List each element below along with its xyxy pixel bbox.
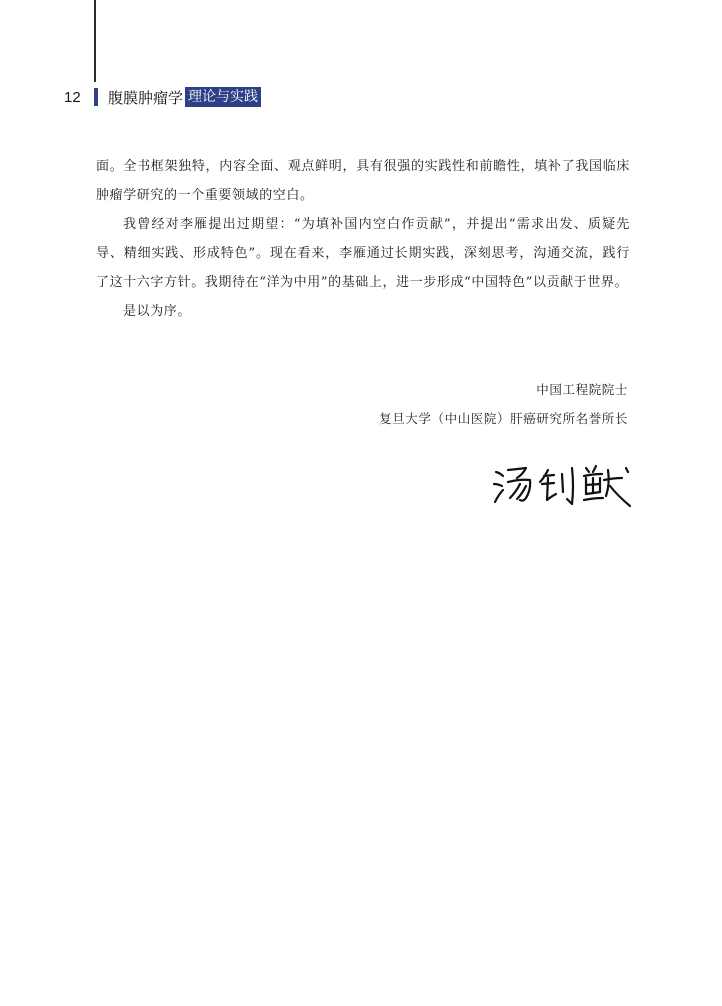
- signoff-affiliation: 复旦大学（中山医院）肝癌研究所名誉所长: [379, 411, 628, 426]
- running-header: [64, 86, 261, 108]
- paragraph-continued: 面。全书框架独特，内容全面、观点鲜明，具有很强的实践性和前瞻性，填补了我国临床肿瘤学研究的一个重要领域的空白。: [96, 159, 630, 203]
- header-vertical-rule: [94, 0, 96, 82]
- signoff-title: 中国工程院院士: [536, 382, 628, 397]
- book-subtitle: 理论与实践: [185, 87, 261, 107]
- header-accent-bar: [94, 88, 98, 106]
- book-title: 腹膜肿瘤学: [108, 88, 184, 107]
- preface-body: [96, 152, 630, 326]
- paragraph-expectation: 我曾经对李雁提出过期望：“为填补国内空白作贡献”，并提出“需求出发、质疑先导、精细实践、形成特色”。现在看来，李雁通过长期实践，深刻思考，沟通交流，践行了这十六字方针。我期待在“洋为中用”的基础上，进一步形成“中国特色”以贡献于世界。: [96, 217, 630, 290]
- handwritten-signature: [490, 460, 635, 512]
- paragraph-closing: 是以为序。: [123, 304, 192, 319]
- page-number: 12: [64, 88, 81, 106]
